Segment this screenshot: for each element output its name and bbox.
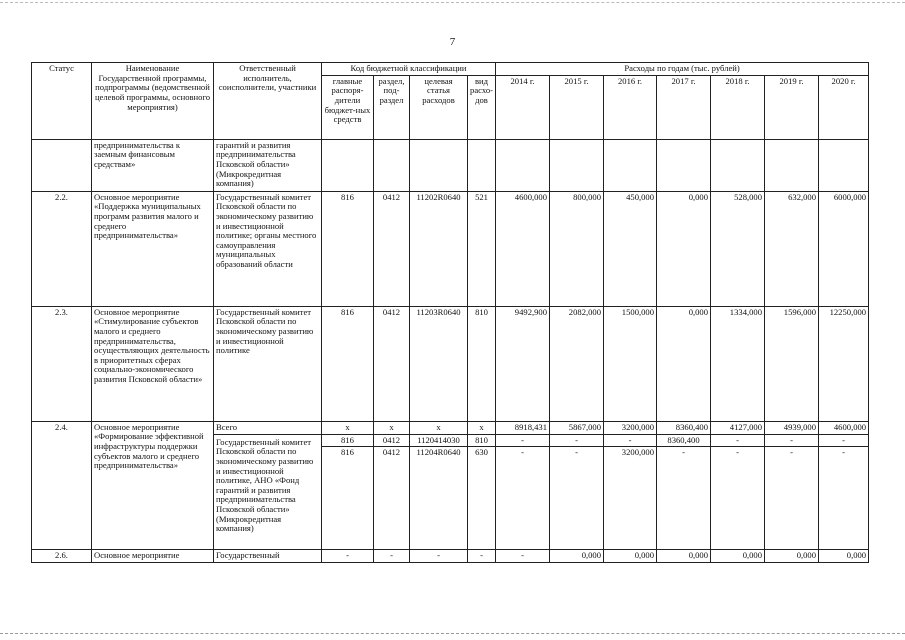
row-admin: 816 [322,191,374,306]
row-section: х [374,421,410,434]
row-status: 2.3. [32,306,92,421]
row-target: 11202R0640 [410,191,468,306]
row-value: 1334,000 [711,306,765,421]
row-value: - [819,447,869,550]
row-value: 4600,000 [496,191,550,306]
row-value: 0,000 [711,550,765,563]
row-value: 4127,000 [711,421,765,434]
row-section: - [374,550,410,563]
row-value: 3200,000 [604,421,657,434]
row-value: 5867,000 [550,421,604,434]
header-status: Статус [32,63,92,140]
header-executor: Ответственный исполнитель, соисполнители, участники [214,63,322,140]
header-budget-code: Код бюджетной классификации [322,63,496,76]
header-year: 2018 г. [711,75,765,139]
row-executor: Всего [214,421,322,434]
row-value: 0,000 [657,550,711,563]
row-executor: Государственный комитет Псковской области по экономическому развитию и инвестиционной политике, АНО «Фонд гарантий и развития предпринимательства Псковской области» (Микрокредитная компания) [214,434,322,550]
row-value: - [496,434,550,447]
row-value: - [550,434,604,447]
table-row-2-4-total [32,421,869,434]
row-value: 0,000 [657,191,711,306]
row-value: 4939,000 [765,421,819,434]
header-name: Наименование Государственной программы, подпрограммы (ведомственной целевой программы, основного мероприятия) [92,63,214,140]
row-kind: 630 [468,447,496,550]
row-value: 1596,000 [765,306,819,421]
table-row-continuation [32,139,869,191]
header-year: 2015 г. [550,75,604,139]
row-admin: х [322,421,374,434]
row-value: 8360,400 [657,421,711,434]
row-target: 11203R0640 [410,306,468,421]
row-value: - [604,434,657,447]
row-value: - [496,550,550,563]
row-name: предпринимательства к заемным финансовым средствам» [92,139,214,191]
row-value: 2082,000 [550,306,604,421]
row-executor: Государственный комитет Псковской области по экономическому развитию и инвестиционной политике; органы местного самоуправления муниципальных образований области [214,191,322,306]
row-value: - [496,447,550,550]
row-executor: гарантий и развития предпринимательства Псковской области» (Микрокредитная компания) [214,139,322,191]
row-value: - [765,447,819,550]
header-year: 2014 г. [496,75,550,139]
row-value: 8918,431 [496,421,550,434]
row-section: 0412 [374,434,410,447]
header-year: 2019 г. [765,75,819,139]
row-value: 9492,900 [496,306,550,421]
header-kind: вид расхо-дов [468,75,496,139]
row-value: 12250,000 [819,306,869,421]
scan-edge-top [0,2,905,3]
row-value: 0,000 [765,550,819,563]
budget-table [31,62,869,563]
row-target: 11204R0640 [410,447,468,550]
row-admin: - [322,550,374,563]
table-row-2-3 [32,306,869,421]
row-value: - [550,447,604,550]
header-year: 2016 г. [604,75,657,139]
row-value: 0,000 [657,306,711,421]
row-name: Основное мероприятие «Поддержка муниципальных программ развития малого и среднего предпринимательства» [92,191,214,306]
scan-edge-bottom [0,633,905,634]
row-value: - [711,434,765,447]
row-kind: - [468,550,496,563]
row-admin: 816 [322,447,374,550]
row-value: 450,000 [604,191,657,306]
row-value: 8360,400 [657,434,711,447]
row-kind: х [468,421,496,434]
row-value: 1500,000 [604,306,657,421]
row-value: - [765,434,819,447]
header-year: 2020 г. [819,75,869,139]
page-number: 7 [449,36,456,48]
row-value: 6000,000 [819,191,869,306]
row-section: 0412 [374,191,410,306]
row-target: х [410,421,468,434]
header-expenses: Расходы по годам (тыс. рублей) [496,63,869,76]
row-target: 1120414030 [410,434,468,447]
row-name: Основное мероприятие [92,550,214,563]
row-admin: 816 [322,306,374,421]
row-value: - [657,447,711,550]
row-target: - [410,550,468,563]
row-value: 632,000 [765,191,819,306]
row-value: 0,000 [819,550,869,563]
row-executor: Государственный комитет Псковской области по экономическому развитию и инвестиционной политике [214,306,322,421]
row-kind: 810 [468,306,496,421]
row-value: 4600,000 [819,421,869,434]
row-admin: 816 [322,434,374,447]
row-value: 528,000 [711,191,765,306]
table-row-2-6 [32,550,869,563]
row-executor: Государственный [214,550,322,563]
row-value: 3200,000 [604,447,657,550]
row-value: 0,000 [550,550,604,563]
header-row-1 [32,63,869,76]
row-name: Основное мероприятие «Формирование эффективной инфраструктуры поддержки субъектов малого и среднего предпринимательства» [92,421,214,550]
row-section: 0412 [374,447,410,550]
row-kind: 810 [468,434,496,447]
row-kind: 521 [468,191,496,306]
row-value: 800,000 [550,191,604,306]
header-target: целевая статья расходов [410,75,468,139]
row-status: 2.6. [32,550,92,563]
row-value: - [711,447,765,550]
row-section: 0412 [374,306,410,421]
header-section: раздел, под-раздел [374,75,410,139]
row-status: 2.2. [32,191,92,306]
header-main-admin: главные распоря-дители бюджет-ных средств [322,75,374,139]
table-row-2-2 [32,191,869,306]
row-value: - [819,434,869,447]
header-year: 2017 г. [657,75,711,139]
row-status: 2.4. [32,421,92,550]
row-value: 0,000 [604,550,657,563]
row-name: Основное мероприятие «Стимулирование субъектов малого и среднего предпринимательства, осуществляющих деятельность в приоритетных сферах социально-экономического развития Псковской области» [92,306,214,421]
